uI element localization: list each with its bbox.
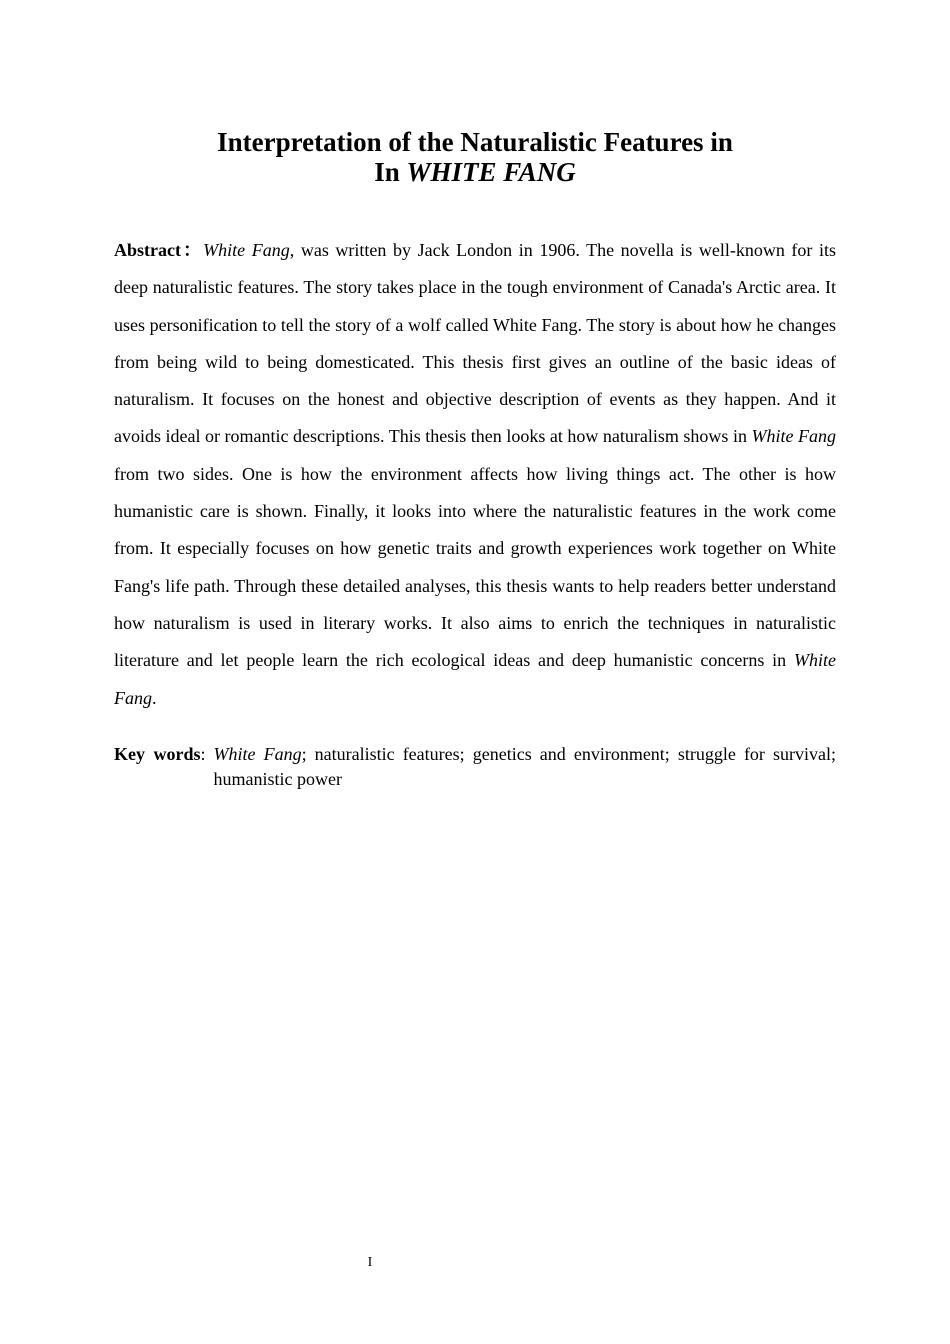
- keywords-label-group: [114, 742, 214, 792]
- keywords-section: [114, 742, 836, 792]
- abstract-novel-name-3: White Fang: [114, 650, 836, 708]
- page-number: I: [367, 1255, 373, 1270]
- title-line-2-prefix: In: [374, 157, 407, 187]
- abstract-text-1: , was written by Jack London in 1906. The novella is well-known for its deep naturalistic features. The story takes place in the tough environment of Canada's Arctic area. It uses personification to tell the story of a wolf called White Fang. The story is about how he changes from being wild to being domesticated. This thesis first gives an outline of the basic ideas of naturalism. It focuses on the honest and objective description of events as they happen. And it avoids ideal or romantic descriptions. This thesis then looks at how naturalism shows in: [114, 240, 836, 447]
- abstract-paragraph: [114, 232, 836, 717]
- keywords-rest: ; naturalistic features; genetics and environment; struggle for survival; humanistic power: [213, 744, 836, 789]
- abstract-novel-name-1: White Fang: [203, 240, 290, 260]
- keywords-list: [214, 742, 836, 792]
- title-line-1: Interpretation of the Naturalistic Features in: [217, 127, 733, 157]
- keywords-colon: :: [200, 744, 206, 764]
- abstract-label: Abstract：: [114, 240, 204, 260]
- thesis-title: [0, 127, 950, 187]
- title-line-2: [0, 157, 950, 187]
- abstract-text-2: from two sides. One is how the environment affects how living things act. The other is how humanistic care is shown. Finally, it looks into where the naturalistic features in the work come from. It especially focuses on how genetic traits and growth experiences work together on White Fang's life path. Through these detailed analyses, this thesis wants to help readers better understand how naturalism is used in literary works. It also aims to enrich the techniques in naturalistic literature and let people learn the rich ecological ideas and deep humanistic concerns in: [114, 463, 836, 671]
- title-novel-name: WHITE FANG: [406, 157, 576, 187]
- keywords-label: Key words: [114, 744, 201, 764]
- keywords-novel-name: White Fang: [213, 744, 302, 764]
- abstract-text-3: .: [152, 687, 157, 708]
- abstract-novel-name-2: White Fang: [751, 426, 836, 447]
